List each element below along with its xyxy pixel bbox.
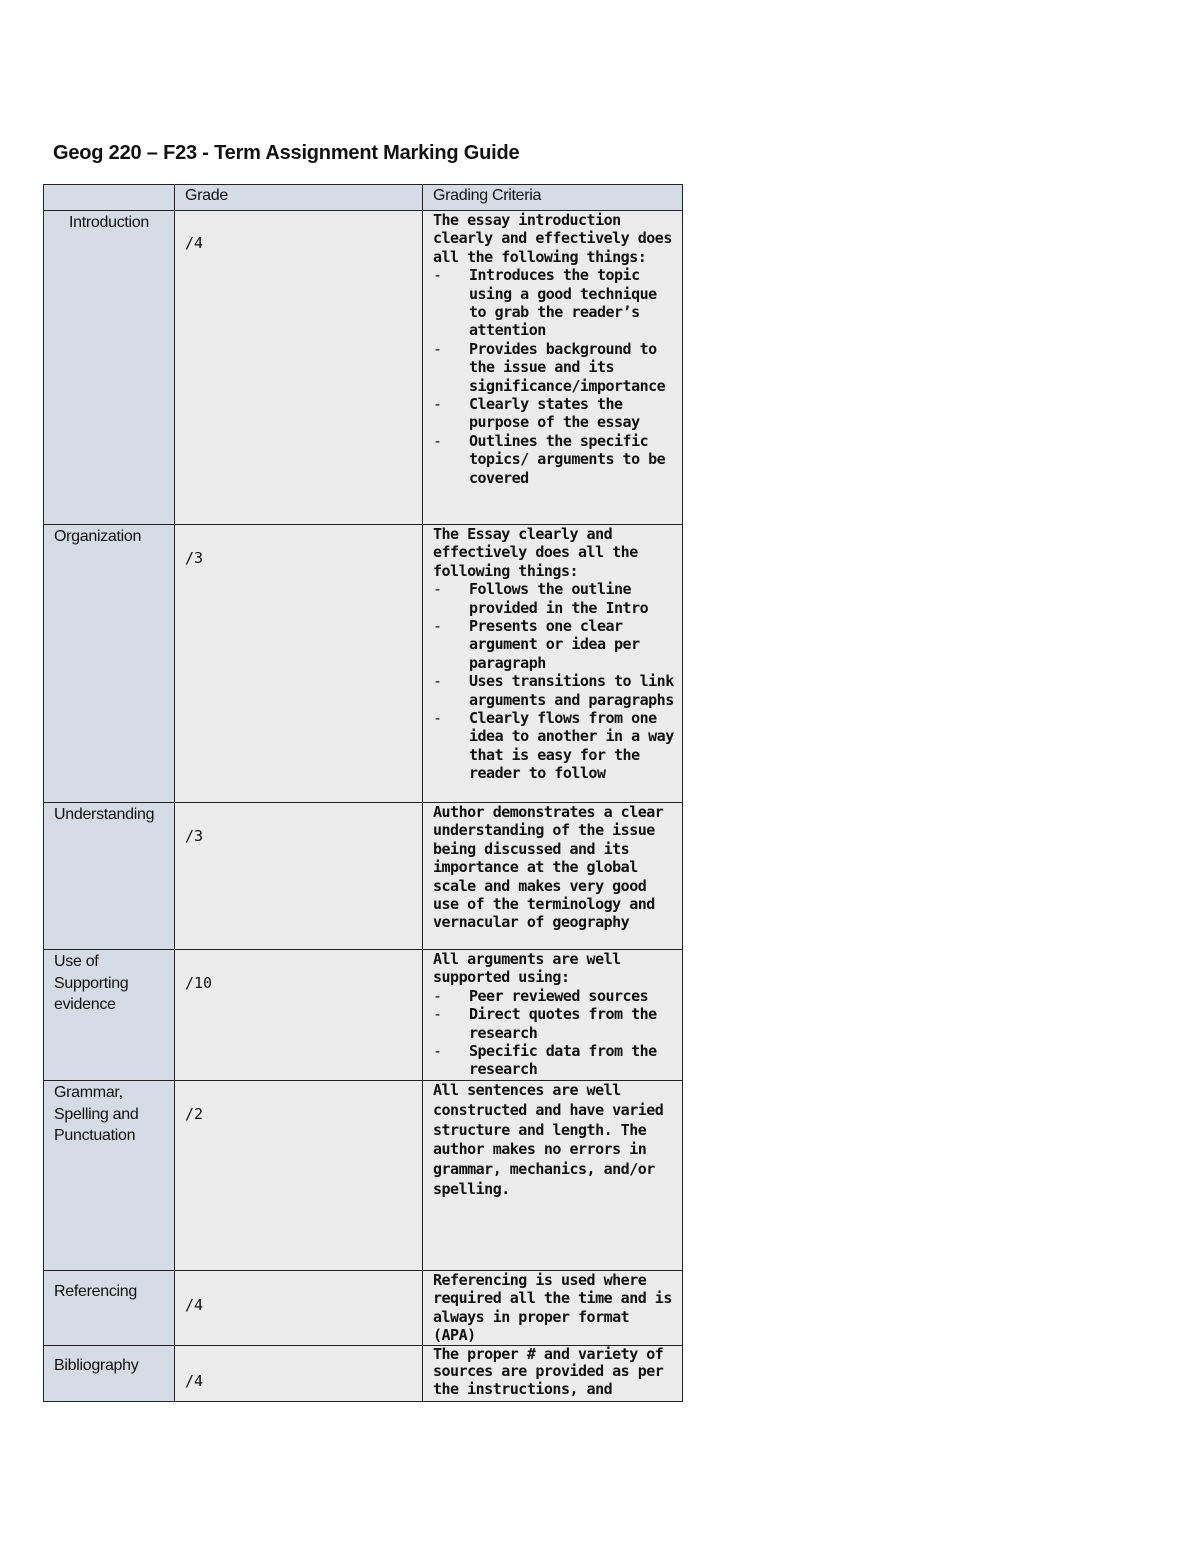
header-category xyxy=(44,185,175,211)
criteria-cell xyxy=(423,1345,683,1401)
list-item: - Clearly states the purpose of the essay xyxy=(433,395,678,432)
category-cell: Bibliography xyxy=(44,1345,175,1401)
category-cell: Use of Supporting evidence xyxy=(44,950,175,1081)
grade-cell xyxy=(175,211,423,525)
grade-value: /4 xyxy=(185,234,204,252)
list-item: - Clearly flows from one idea to another in a way that is easy for the reader to follow xyxy=(433,709,678,783)
grade-cell xyxy=(175,1081,423,1271)
criteria-text: The proper # and variety of sources are provided as per the instructions, and xyxy=(433,1345,664,1399)
category-cell: Introduction xyxy=(44,211,175,525)
criteria-cell xyxy=(423,950,683,1081)
category-cell: Organization xyxy=(44,525,175,803)
criteria-cell xyxy=(423,525,683,803)
table-row xyxy=(44,950,683,1081)
table-row xyxy=(44,525,683,803)
grade-cell xyxy=(175,1271,423,1346)
criteria-text: Referencing is used where required all the time and is always in proper format (APA) xyxy=(433,1271,672,1345)
grade-cell xyxy=(175,803,423,950)
list-item: - Outlines the specific topics/ arguments to be covered xyxy=(433,432,678,487)
grade-value: /4 xyxy=(185,1296,204,1314)
criteria-text: Author demonstrates a clear understanding of the issue being discussed and its importance at the global scale and makes very good use of the terminology and vernacular of geography xyxy=(433,803,664,932)
criteria-cell xyxy=(423,1081,683,1271)
header-grade: Grade xyxy=(175,185,423,211)
table-row xyxy=(44,1271,683,1346)
table-header-row xyxy=(44,185,683,211)
list-item: - Follows the outline provided in the Intro xyxy=(433,580,678,617)
list-item: - Direct quotes from the research xyxy=(433,1005,678,1042)
grade-cell xyxy=(175,525,423,803)
grade-value: /3 xyxy=(185,827,204,845)
category-cell: Referencing xyxy=(44,1271,175,1346)
criteria-text: The essay introduction clearly and effectively does all the following things: xyxy=(433,211,672,266)
page-title: Geog 220 – F23 - Term Assignment Marking Guide xyxy=(53,142,520,164)
grade-cell xyxy=(175,950,423,1081)
grade-value: /10 xyxy=(185,974,213,992)
list-item: - Provides background to the issue and its significance/importance xyxy=(433,340,678,395)
list-item: - Peer reviewed sources xyxy=(433,987,678,1005)
criteria-text: All arguments are well supported using: xyxy=(433,950,621,987)
criteria-cell xyxy=(423,211,683,525)
criteria-cell xyxy=(423,803,683,950)
list-item: - Uses transitions to link arguments and paragraphs xyxy=(433,672,678,709)
list-item: - Specific data from the research xyxy=(433,1042,678,1079)
grade-value: /2 xyxy=(185,1105,204,1123)
marking-guide-table xyxy=(43,184,683,1402)
criteria-cell xyxy=(423,1271,683,1346)
list-item: - Presents one clear argument or idea per paragraph xyxy=(433,617,678,672)
criteria-list xyxy=(433,580,678,782)
criteria-text: All sentences are well constructed and have varied structure and length. The author makes no errors in grammar, mechanics, and/or spelling. xyxy=(433,1081,664,1198)
grade-value: /3 xyxy=(185,549,204,567)
table-row xyxy=(44,211,683,525)
category-cell: Understanding xyxy=(44,803,175,950)
table-row xyxy=(44,803,683,950)
criteria-text: The Essay clearly and effectively does all the following things: xyxy=(433,525,638,580)
grade-value: /4 xyxy=(185,1371,204,1390)
table-row xyxy=(44,1345,683,1401)
header-criteria: Grading Criteria xyxy=(423,185,683,211)
category-cell: Grammar, Spelling and Punctuation xyxy=(44,1081,175,1271)
criteria-list xyxy=(433,987,678,1079)
list-item: - Introduces the topic using a good technique to grab the reader’s attention xyxy=(433,266,678,340)
table-row xyxy=(44,1081,683,1271)
criteria-list xyxy=(433,266,678,487)
grade-cell xyxy=(175,1345,423,1401)
